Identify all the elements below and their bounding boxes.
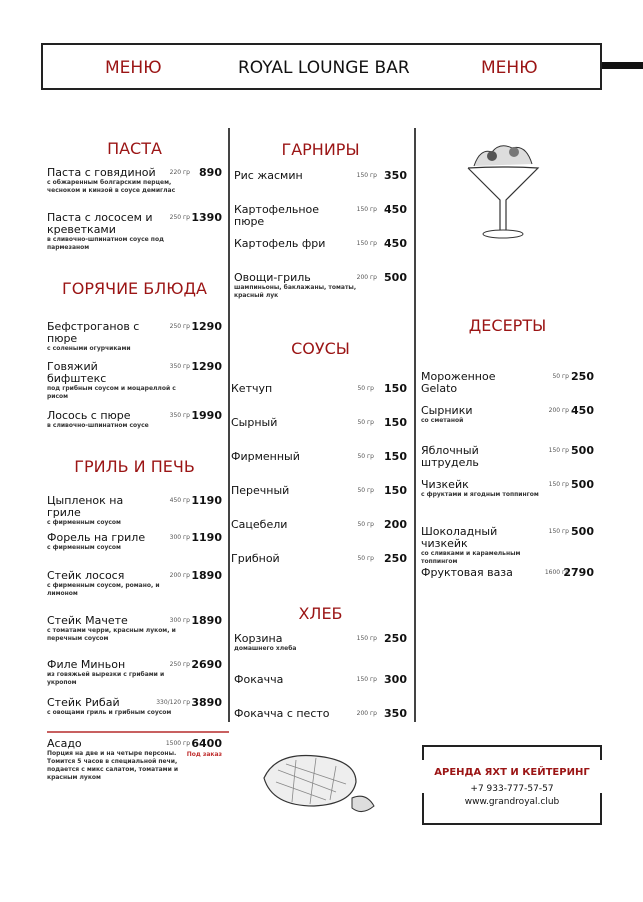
item-weight: 50 гр xyxy=(357,385,374,392)
item-weight: 150 гр xyxy=(356,635,377,642)
item-price: 150 xyxy=(384,484,407,497)
menu-item xyxy=(47,615,222,643)
item-weight: 150 гр xyxy=(356,172,377,179)
item-description: домашнего хлеба xyxy=(234,645,297,652)
item-weight: 1500 гр xyxy=(165,740,190,747)
item-name: Асадо xyxy=(47,737,82,750)
menu-item xyxy=(47,321,222,353)
item-name: Рис жасмин xyxy=(234,169,303,182)
menu-item xyxy=(234,674,407,686)
item-weight: 300 гр xyxy=(169,617,190,624)
item-name: Корзина xyxy=(234,632,283,645)
item-name: Шоколадный чизкейк xyxy=(421,525,498,550)
item-name: Паста с говядиной xyxy=(47,166,156,179)
cocktail-illustration xyxy=(462,138,544,243)
item-description: со сметаной xyxy=(421,417,464,424)
menu-item xyxy=(47,659,222,687)
item-weight: 150 гр xyxy=(356,240,377,247)
item-price: 500 xyxy=(571,444,594,457)
item-weight: 250 гр xyxy=(169,323,190,330)
item-note: Под заказ xyxy=(186,751,222,758)
item-description: с фирменным соусом xyxy=(47,544,121,551)
menu-item xyxy=(421,479,594,499)
item-weight: 150 гр xyxy=(548,481,569,488)
menu-item xyxy=(47,532,222,552)
promo-title: АРЕНДА ЯХТ И КЕЙТЕРИНГ xyxy=(434,767,590,778)
item-description: шампиньоны, баклажаны, томаты, красный лук xyxy=(234,284,357,299)
item-description: из говяжьей вырезки с грибами и укропом xyxy=(47,671,165,686)
item-price: 1990 xyxy=(191,409,222,422)
item-price: 350 xyxy=(384,169,407,182)
section-title-grill: ГРИЛЬ И ПЕЧЬ xyxy=(74,457,195,476)
menu-item xyxy=(231,383,407,395)
header-accent-bar xyxy=(602,62,643,69)
item-weight: 150 гр xyxy=(548,447,569,454)
item-name: Форель на гриле xyxy=(47,531,146,544)
item-price: 2790 xyxy=(563,566,594,579)
menu-item xyxy=(421,405,594,425)
section-title-pasta: ПАСТА xyxy=(107,139,162,158)
item-weight: 450 гр xyxy=(169,497,190,504)
item-name: Филе Миньон xyxy=(47,658,126,671)
item-description: с солеными огурчиками xyxy=(47,345,131,352)
item-name: Грибной xyxy=(231,552,280,565)
item-price: 350 xyxy=(384,707,407,720)
item-price: 2690 xyxy=(191,658,222,671)
item-weight: 200 гр xyxy=(169,572,190,579)
menu-item xyxy=(421,445,594,469)
menu-item xyxy=(47,212,222,252)
item-weight: 50 гр xyxy=(552,373,569,380)
item-weight: 350 гр xyxy=(169,363,190,370)
header-title: ROYAL LOUNGE BAR xyxy=(238,58,410,78)
item-description: под грибным соусом и моцареллой с рисом xyxy=(47,385,176,400)
item-name: Стейк Мачете xyxy=(47,614,128,627)
item-description: с фруктами и ягодным топпингом xyxy=(421,491,539,498)
menu-item xyxy=(231,553,407,565)
item-weight: 50 гр xyxy=(357,419,374,426)
menu-item xyxy=(47,570,222,598)
item-name: Стейк Рибай xyxy=(47,696,120,709)
menu-item xyxy=(47,738,222,782)
steak-illustration xyxy=(256,748,384,820)
section-title-sauces: СОУСЫ xyxy=(291,339,350,358)
item-weight: 200 гр xyxy=(356,710,377,717)
item-name: Фруктовая ваза xyxy=(421,566,513,579)
header-menu-left: МЕНЮ xyxy=(105,58,162,78)
menu-item xyxy=(234,170,407,182)
menu-item xyxy=(47,361,222,401)
item-name: Картофель фри xyxy=(234,237,326,250)
item-price: 890 xyxy=(199,166,222,179)
menu-item xyxy=(47,495,222,527)
item-price: 250 xyxy=(384,632,407,645)
item-weight: 50 гр xyxy=(357,453,374,460)
item-price: 450 xyxy=(384,203,407,216)
item-name: Кетчуп xyxy=(231,382,273,395)
item-name: Сацебели xyxy=(231,518,288,531)
menu-item xyxy=(47,410,222,430)
menu-item xyxy=(234,204,407,228)
item-price: 3890 xyxy=(191,696,222,709)
item-weight: 150 гр xyxy=(548,528,569,535)
item-description: в сливочно-шпинатном соусе xyxy=(47,422,149,429)
item-price: 450 xyxy=(571,404,594,417)
item-weight: 220 гр xyxy=(169,169,190,176)
item-price: 500 xyxy=(571,525,594,538)
item-price: 250 xyxy=(571,370,594,383)
section-title-bread: ХЛЕБ xyxy=(298,604,343,623)
menu-item xyxy=(421,526,594,566)
menu-item xyxy=(421,567,594,579)
menu-item xyxy=(231,451,407,463)
item-weight: 200 гр xyxy=(356,274,377,281)
item-price: 250 xyxy=(384,552,407,565)
item-price: 150 xyxy=(384,450,407,463)
item-name: Сырники xyxy=(421,404,473,417)
menu-item xyxy=(421,371,594,395)
item-price: 1890 xyxy=(191,569,222,582)
item-name: Овощи-гриль xyxy=(234,271,311,284)
item-name: Сырный xyxy=(231,416,278,429)
item-name: Чизкейк xyxy=(421,478,469,491)
section-title-desserts: ДЕСЕРТЫ xyxy=(468,316,547,335)
menu-item xyxy=(234,238,407,250)
item-description: в сливочно-шпинатном соусе под пармезаном xyxy=(47,236,164,251)
item-name: Стейк лосося xyxy=(47,569,125,582)
item-price: 1190 xyxy=(191,531,222,544)
menu-item xyxy=(47,167,222,195)
item-name: Лосось с пюре xyxy=(47,409,131,422)
menu-item xyxy=(47,697,222,717)
item-weight: 350 гр xyxy=(169,412,190,419)
item-price: 300 xyxy=(384,673,407,686)
promo-site[interactable]: www.grandroyal.club xyxy=(464,797,560,807)
menu-item xyxy=(234,708,407,720)
item-name: Перечный xyxy=(231,484,290,497)
item-description: с фирменным соусом xyxy=(47,519,121,526)
item-price: 500 xyxy=(571,478,594,491)
menu-item xyxy=(234,633,407,653)
item-weight: 1600 гр xyxy=(544,569,569,576)
item-price: 1290 xyxy=(191,360,222,373)
section-title-sides: ГАРНИРЫ xyxy=(281,140,360,159)
column-divider xyxy=(414,128,416,722)
item-weight: 300 гр xyxy=(169,534,190,541)
item-name: Цыпленок на гриле xyxy=(47,494,124,519)
item-price: 150 xyxy=(384,382,407,395)
item-price: 1290 xyxy=(191,320,222,333)
item-weight: 200 гр xyxy=(548,407,569,414)
header-menu-right: МЕНЮ xyxy=(481,58,538,78)
item-price: 1890 xyxy=(191,614,222,627)
item-description: с фирменным соусом, романо, и лимоном xyxy=(47,582,160,597)
item-name: Фирменный xyxy=(231,450,300,463)
item-name: Мороженное Gelato xyxy=(421,370,496,395)
menu-item xyxy=(231,519,407,531)
item-price: 200 xyxy=(384,518,407,531)
item-weight: 150 гр xyxy=(356,206,377,213)
item-price: 450 xyxy=(384,237,407,250)
item-name: Паста с лососем и креветками xyxy=(47,211,153,236)
item-name: Говяжий бифштекс xyxy=(47,360,107,385)
item-name: Фокачча с песто xyxy=(234,707,330,720)
item-name: Бефстроганов с пюре xyxy=(47,320,140,345)
item-description: с томатами черри, красным луком, и перечным соусом xyxy=(47,627,176,642)
item-price: 150 xyxy=(384,416,407,429)
item-weight: 250 гр xyxy=(169,661,190,668)
menu-item xyxy=(231,417,407,429)
menu-item xyxy=(234,272,407,300)
item-weight: 330/120 гр xyxy=(156,699,190,706)
item-price: 6400 xyxy=(191,737,222,750)
column-divider xyxy=(228,128,230,722)
item-description: с овощами гриль и грибным соусом xyxy=(47,709,172,716)
promo-box xyxy=(422,745,602,825)
item-weight: 250 гр xyxy=(169,214,190,221)
item-name: Фокачча xyxy=(234,673,284,686)
divider-line xyxy=(47,731,229,733)
item-description: с обжаренным болгарским перцем, чесноком и кинзой в соусе демиглас xyxy=(47,179,176,194)
promo-phone[interactable]: +7 933-777-57-57 xyxy=(470,784,554,794)
section-title-hot: ГОРЯЧИЕ БЛЮДА xyxy=(62,279,207,298)
item-price: 500 xyxy=(384,271,407,284)
item-price: 1190 xyxy=(191,494,222,507)
item-weight: 50 гр xyxy=(357,487,374,494)
item-weight: 50 гр xyxy=(357,521,374,528)
item-description: со сливками и карамельным топпингом xyxy=(421,550,521,565)
menu-header xyxy=(41,43,602,90)
item-name: Яблочный штрудель xyxy=(421,444,479,469)
menu-item xyxy=(231,485,407,497)
item-weight: 150 гр xyxy=(356,676,377,683)
item-price: 1390 xyxy=(191,211,222,224)
item-weight: 50 гр xyxy=(357,555,374,562)
item-name: Картофельное пюре xyxy=(234,203,320,228)
item-description: Порция на две и на четыре персоны. Томится 5 часов в специальной печи, подается с микс салатом, томатами и красным луком xyxy=(47,750,179,781)
